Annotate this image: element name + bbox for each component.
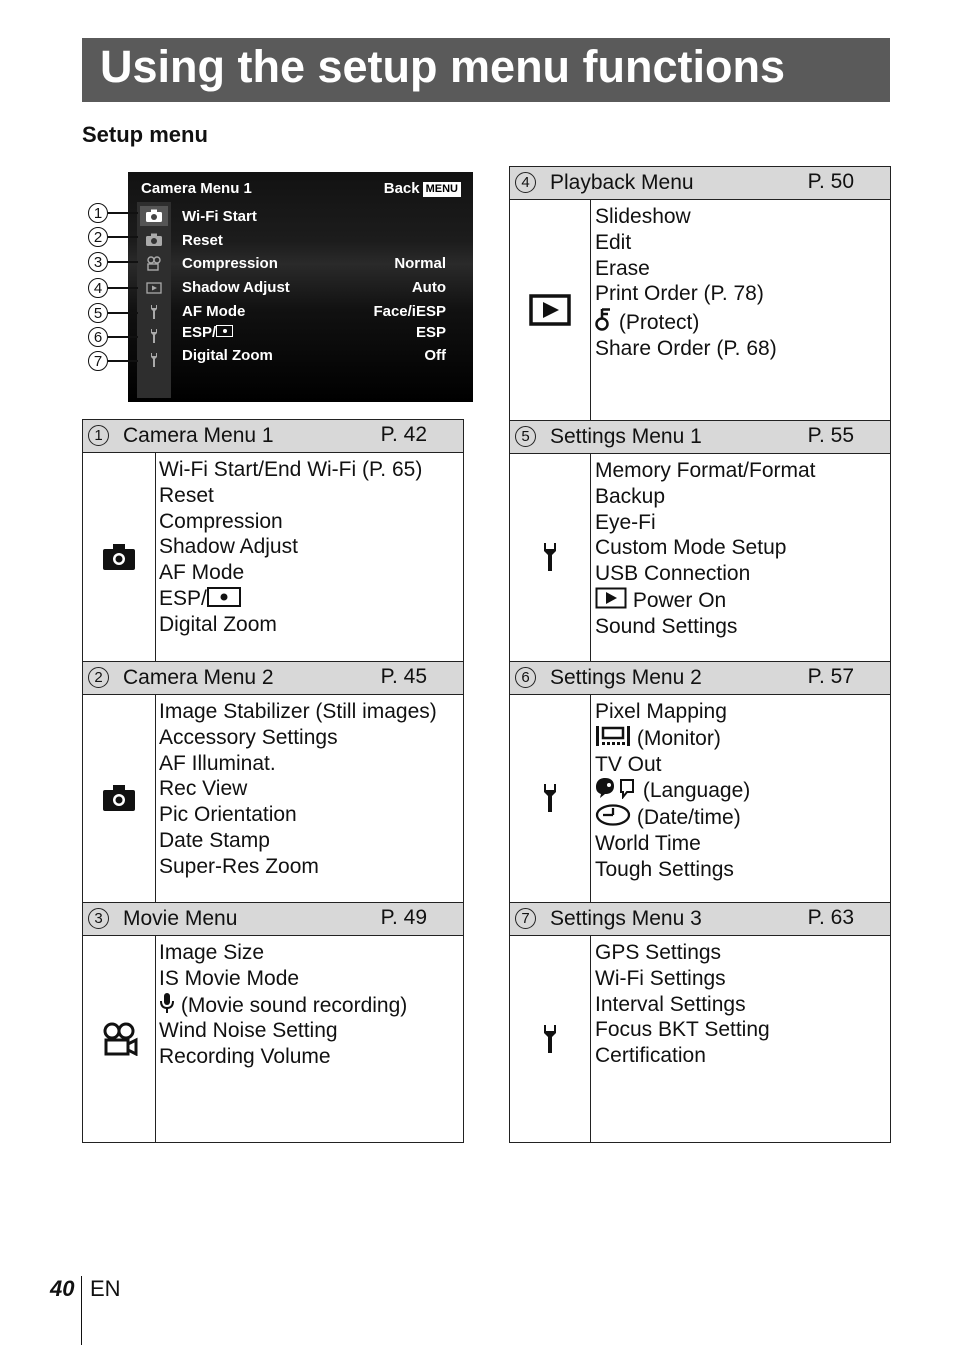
camera-icon <box>102 543 136 571</box>
screen-row-label: Shadow Adjust <box>182 279 290 296</box>
list-item: Digital Zoom <box>159 612 277 636</box>
camera-icon <box>102 784 136 812</box>
list-item: Slideshow <box>595 205 691 228</box>
screen-row <box>182 208 446 230</box>
wrench-icon <box>542 783 558 813</box>
list-item: Focus BKT Setting <box>595 1018 770 1042</box>
list-item: TV Out <box>595 752 662 776</box>
table-icon-cell <box>510 199 591 420</box>
list-item <box>159 992 407 1019</box>
list-item <box>595 777 750 804</box>
list-item: Wi-Fi Settings <box>595 966 726 990</box>
table-header <box>510 167 890 200</box>
table-icon-cell <box>510 694 591 902</box>
table-header <box>510 421 890 454</box>
screen-row-value: Normal <box>394 255 446 272</box>
spot-metering-icon <box>207 587 241 607</box>
microphone-icon <box>159 992 175 1014</box>
list-item: Rec View <box>159 777 248 801</box>
menu-table-playback <box>509 166 891 421</box>
callout-6: 6 <box>88 327 108 347</box>
title-bar <box>82 38 890 102</box>
page-reference: P. 63 <box>807 906 854 929</box>
callout-1: 1 <box>88 203 108 223</box>
language-icon <box>595 777 637 799</box>
page-reference: P. 55 <box>807 424 854 447</box>
list-item: Edit <box>595 230 632 254</box>
table-icon-cell <box>83 935 156 1142</box>
list-item: Wind Noise Setting <box>159 1019 338 1043</box>
list-item-text: (Monitor) <box>631 726 721 750</box>
movie-camera-icon <box>140 254 168 274</box>
table-icon-cell <box>510 935 591 1142</box>
screen-row <box>182 232 446 254</box>
language-code: EN <box>90 1276 121 1301</box>
table-number: 1 <box>88 425 109 446</box>
table-icon-cell <box>83 452 156 661</box>
list-item <box>595 804 750 831</box>
table-title: Settings Menu 2 <box>550 666 702 689</box>
screen-row-value: Off <box>424 347 446 364</box>
monitor-brightness-icon <box>595 725 631 747</box>
list-item: Accessory Settings <box>159 725 338 749</box>
screen-row-label: Reset <box>182 232 223 249</box>
list-item: Print Order (P. 78) <box>595 282 764 306</box>
callout-line <box>108 212 138 214</box>
screen-row <box>182 279 446 301</box>
callout-line <box>108 261 138 263</box>
callout-line <box>108 312 138 314</box>
playback-icon <box>529 294 571 326</box>
callout-line <box>108 336 138 338</box>
list-item: Recording Volume <box>159 1045 331 1069</box>
list-item: Eye-Fi <box>595 510 656 534</box>
list-item: USB Connection <box>595 562 751 586</box>
playback-icon <box>595 587 627 609</box>
list-item: IS Movie Mode <box>159 966 300 990</box>
wrench-icon <box>140 350 168 370</box>
menu-table-settings-2 <box>509 661 891 903</box>
section-heading: Setup menu <box>82 122 208 147</box>
menu-table-settings-1 <box>509 420 891 662</box>
page-title: Using the setup menu functions <box>100 41 786 92</box>
protect-key-icon <box>595 307 613 331</box>
screen-row <box>182 324 446 346</box>
callout-line <box>108 236 138 238</box>
wrench-icon <box>542 542 558 572</box>
list-item <box>595 307 777 336</box>
list-item: Image Size <box>159 941 265 964</box>
table-item-list <box>595 458 816 640</box>
table-item-list <box>595 699 750 883</box>
list-item: Memory Format/Format <box>595 459 816 482</box>
movie-camera-icon <box>100 1022 138 1056</box>
list-item <box>595 725 750 752</box>
screen-row <box>182 303 446 325</box>
list-item-text: (Date/time) <box>631 806 741 830</box>
menu-table-settings-3 <box>509 902 891 1143</box>
table-title: Camera Menu 1 <box>123 424 274 447</box>
list-item: Compression <box>159 509 283 533</box>
back-label: Back <box>383 180 420 197</box>
list-item: AF Mode <box>159 561 245 585</box>
page-number: 40 <box>50 1276 75 1301</box>
table-item-list <box>159 940 407 1070</box>
menu-table-camera-1 <box>82 419 464 662</box>
wrench-icon <box>542 1024 558 1054</box>
table-title: Settings Menu 3 <box>550 907 702 930</box>
table-item-list <box>595 940 770 1069</box>
list-item-text: ESP/ <box>159 586 207 610</box>
screen-row-label: AF Mode <box>182 303 246 320</box>
screen-row <box>182 255 446 277</box>
list-item <box>159 586 422 612</box>
table-icon-cell <box>83 694 156 902</box>
list-item: Sound Settings <box>595 614 738 638</box>
list-item: Backup <box>595 484 666 508</box>
menu-table-movie <box>82 902 464 1143</box>
list-item: Super-Res Zoom <box>159 854 319 878</box>
screen-row-label: ESP/ <box>182 324 217 341</box>
list-item-text: (Language) <box>637 779 751 803</box>
page-reference: P. 42 <box>380 423 427 446</box>
camera-icon <box>140 206 168 226</box>
list-item: Shadow Adjust <box>159 535 298 559</box>
table-title: Movie Menu <box>123 907 238 930</box>
screen-row-value: ESP <box>415 324 446 341</box>
list-item: World Time <box>595 831 701 855</box>
table-title: Camera Menu 2 <box>123 666 274 689</box>
table-title: Playback Menu <box>550 171 694 194</box>
page-reference: P. 57 <box>807 665 854 688</box>
table-number: 5 <box>515 426 536 447</box>
table-header <box>83 903 463 936</box>
callout-7: 7 <box>88 351 108 371</box>
callout-4: 4 <box>88 278 108 298</box>
list-item: Certification <box>595 1044 706 1068</box>
list-item: Wi-Fi Start/End Wi-Fi (P. 65) <box>159 458 423 481</box>
table-header <box>510 903 890 936</box>
screen-row-value: Auto <box>411 279 446 296</box>
screen-row-label: Compression <box>182 255 278 272</box>
screen-row <box>182 347 446 369</box>
list-item: Tough Settings <box>595 857 734 881</box>
table-number: 2 <box>88 667 109 688</box>
callout-2: 2 <box>88 227 108 247</box>
table-item-list <box>159 457 422 638</box>
menu-table-camera-2 <box>82 661 464 903</box>
table-number: 3 <box>88 908 109 929</box>
callout-line <box>108 287 138 289</box>
camera-icon <box>140 230 168 250</box>
list-item: Image Stabilizer (Still images) <box>159 700 437 723</box>
callout-line <box>108 360 138 362</box>
list-item-text: Power On <box>627 588 727 612</box>
page-reference: P. 45 <box>380 665 427 688</box>
list-item: Share Order (P. 68) <box>595 336 777 360</box>
callout-3: 3 <box>88 252 108 272</box>
table-item-list <box>595 204 777 362</box>
wrench-icon <box>140 302 168 322</box>
table-header <box>83 420 463 453</box>
table-item-list <box>159 699 437 880</box>
page-reference: P. 49 <box>380 906 427 929</box>
callout-5: 5 <box>88 303 108 323</box>
clock-icon <box>595 804 631 826</box>
playback-icon <box>140 278 168 298</box>
screen-back <box>384 180 461 197</box>
list-item-text: (Protect) <box>613 311 700 335</box>
list-item: Interval Settings <box>595 992 746 1016</box>
list-item <box>595 587 816 614</box>
list-item: Pic Orientation <box>159 803 297 827</box>
list-item: GPS Settings <box>595 941 722 964</box>
list-item: Pixel Mapping <box>595 700 727 723</box>
list-item: Reset <box>159 483 214 507</box>
list-item: Custom Mode Setup <box>595 536 787 560</box>
list-item: Erase <box>595 256 650 280</box>
table-header <box>510 662 890 695</box>
table-number: 4 <box>515 172 536 193</box>
table-icon-cell <box>510 453 591 661</box>
screen-header: Camera Menu 1 <box>141 180 252 197</box>
spot-metering-icon <box>216 325 233 337</box>
list-item-text: (Movie sound recording) <box>175 993 408 1017</box>
footer-divider <box>81 1276 82 1345</box>
list-item: Date Stamp <box>159 828 270 852</box>
page-reference: P. 50 <box>807 170 854 193</box>
screen-row-label: Wi-Fi Start <box>182 208 257 225</box>
screen-row-value: Face/iESP <box>373 303 446 320</box>
screen-row-label: Digital Zoom <box>182 347 273 364</box>
table-number: 7 <box>515 908 536 929</box>
menu-button-tag: MENU <box>423 182 461 197</box>
table-header <box>83 662 463 695</box>
table-title: Settings Menu 1 <box>550 425 702 448</box>
wrench-icon <box>140 326 168 346</box>
screen-tab-column <box>137 202 171 398</box>
list-item: AF Illuminat. <box>159 751 276 775</box>
table-number: 6 <box>515 667 536 688</box>
camera-screen <box>128 172 473 402</box>
